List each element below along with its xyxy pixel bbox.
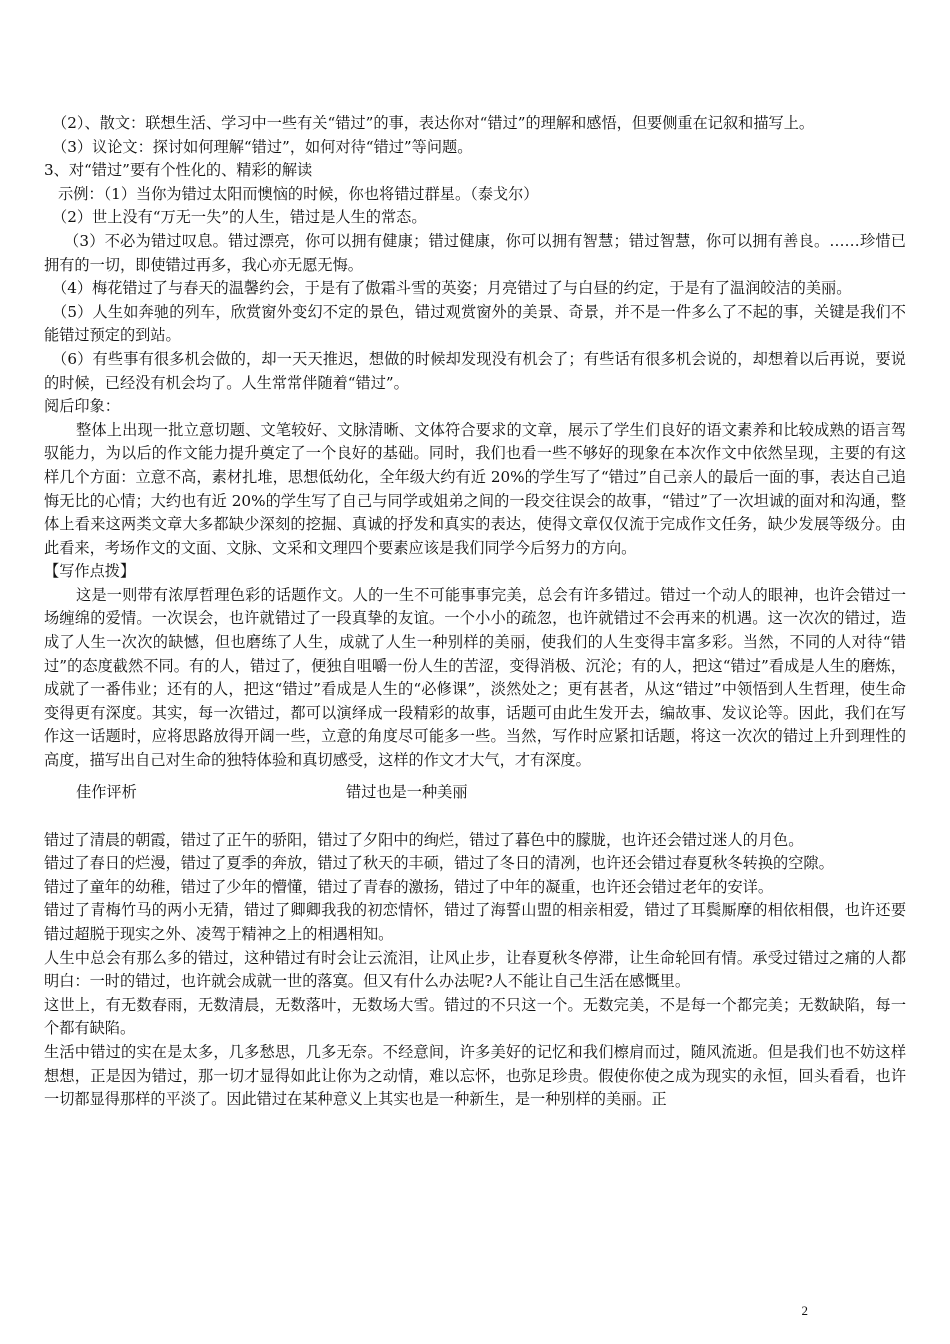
essay-paragraph-4: 错过了青梅竹马的两小无猜，错过了卿卿我我的初恋情怀，错过了海誓山盟的相亲相爱，错过了耳鬓厮摩的相依相偎，也许还要错过超脱于现实之外、凌驾于精神之上的相遇相知。 <box>44 901 906 943</box>
example-4: （4）梅花错过了与春天的温馨约会，于是有了傲霜斗雪的英姿；月亮错过了与白昼的约定，于是有了温润皎洁的美丽。 <box>52 279 852 298</box>
guidance-heading: 【写作点拨】 <box>44 562 136 581</box>
essay-paragraph-5: 人生中总会有那么多的错过，这种错过有时会让云流泪，让风止步，让春夏秋冬停滞，让生命轮回有情。承受过错过之痛的人都明白：一时的错过，也许就会成就一世的落寞。但又有什么办法呢?人不能让自己生活在感慨里。 <box>44 948 906 991</box>
essay-paragraph-7: 生活中错过的实在是太多，几多愁思，几多无奈。不经意间，许多美好的记忆和我们檫肩而过，随风流逝。但是我们也不妨这样想想，正是因为错过，那一切才显得如此让你为之动情，难以忘怀，也弥足珍贵。假使你使之成为现实的永恒，回头看看，也许一切都显得那样的平淡了。因此错过在某种意义上其实也是一种新生，是一种别样的美丽。正 <box>44 1042 906 1109</box>
example-1: 示例：（1）当你为错过太阳而懊恼的时候，你也将错过群星。（泰戈尔） <box>58 184 539 203</box>
example-2: （2）世上没有“万无一失”的人生，错过是人生的常态。 <box>52 208 427 227</box>
document-page <box>44 112 906 1112</box>
essay-paragraph-2: 错过了春日的烂漫，错过了夏季的奔放，错过了秋天的丰硕，错过了冬日的清冽，也许还会错过春夏秋冬转换的空隙。 <box>44 854 834 873</box>
essay-paragraph-3: 错过了童年的幼稚，错过了少年的懵懂，错过了青春的激扬，错过了中年的凝重，也许还会错过老年的安详。 <box>44 877 773 896</box>
essay-title: 错过也是一种美丽 <box>346 782 468 801</box>
section3-title: 3、对“错过”要有个性化的、精彩的解读 <box>44 161 313 180</box>
impression-text: 整体上出现一批立意切题、文笔较好、文脉清晰、文体符合要求的文章，展示了学生们良好的语文素养和比较成熟的语言驾驭能力，为以后的作文能力提升奠定了一个良好的基础。同时，我们也看一些不够好的现象在本次作文中依然呈现，主要的有这样几个方面：立意不高，素材扎堆，思想低幼化，全年级大约有近 20%的学生写了“错过”自己亲人的最后一面的事，表达自己追悔无比的心情；大约也有近 20%的学生写了自己与同学或姐弟之间的一段交往误会的故事，“错过”了一次坦诚的面对和沟通，整体上看来这两类文章大多都缺少深刻的挖掘、真诚的抒发和真实的表达，使得文章仅仅流于完成作文任务，缺少发展等级分。由此看来，考场作文的文面、文脉、文采和文理四个要素应该是我们同学今后努力的方向。 <box>44 420 906 557</box>
example-3: （3）不必为错过叹息。错过漂亮，你可以拥有健康；错过健康，你可以拥有智慧；错过智慧，你可以拥有善良。……珍惜已拥有的一切，即使错过再多，我心亦无愿无悔。 <box>44 231 906 274</box>
spacer <box>44 805 906 829</box>
essay-paragraph-6: 这世上，有无数春雨，无数清晨，无数落叶，无数场大雪。错过的不只这一个。无数完美，不是每一个都完美；无数缺陷，每一个都有缺陷。 <box>44 995 906 1038</box>
essay-type-argument: （3）议论文：探讨如何理解“错过”，如何对待“错过”等问题。 <box>52 137 473 156</box>
review-label: 佳作评析 <box>76 782 137 801</box>
essay-type-prose: （2）、散文：联想生活、学习中一些有关“错过”的事，表达你对“错过”的理解和感悟，但要侧重在记叙和描写上。 <box>52 114 815 132</box>
impression-label: 阅后印象： <box>44 397 120 416</box>
example-5: （5）人生如奔驰的列车，欣赏窗外变幻不定的景色，错过观赏窗外的美景、奇景，并不是一件多么了不起的事，关键是我们不能错过预定的到站。 <box>44 302 906 345</box>
page-number: 2 <box>801 1303 808 1318</box>
review-title-row <box>44 781 906 805</box>
guidance-text: 这是一则带有浓厚哲理色彩的话题作文。人的一生不可能事事完美，总会有许多错过。错过一个动人的眼神，也许会错过一场缠绵的爱情。一次误会，也许就错过了一段真挚的友谊。一个小小的疏忽，也许就错过不会再来的机遇。这一次次的错过，造成了人生一次次的缺憾，但也磨练了人生，成就了人生一种别样的美丽，使我们的人生变得丰富多彩。当然，不同的人对待“错过”的态度截然不同。有的人，错过了，便独自咀嚼一份人生的苦涩，变得消极、沉沦；有的人，把这“错过”看成是人生的磨炼，成就了一番伟业；还有的人，把这“错过”看成是人生的“必修课”，淡然处之；更有甚者，从这“错过”中领悟到人生哲理，使生命变得更有深度。其实，每一次错过，都可以演绎成一段精彩的故事，话题可由此生发开去，编故事、发议论等。因此，我们在写作这一话题时，应将思路放得开阔一些，立意的角度尽可能多一些。当然，写作时应紧扣话题，将这一次次的错过上升到理性的高度，描写出自己对生命的独特体验和真切感受，这样的作文才大气，才有深度。 <box>44 585 906 770</box>
essay-paragraph-1: 错过了清晨的朝霞，错过了正午的骄阳，错过了夕阳中的绚烂，错过了暮色中的朦胧，也许还会错过迷人的月色。 <box>44 830 804 849</box>
example-6: （6）有些事有很多机会做的，却一天天推迟，想做的时候却发现没有机会了；有些话有很多机会说的，却想着以后再说，要说的时候，已经没有机会均了。人生常常伴随着“错过”。 <box>44 349 906 392</box>
